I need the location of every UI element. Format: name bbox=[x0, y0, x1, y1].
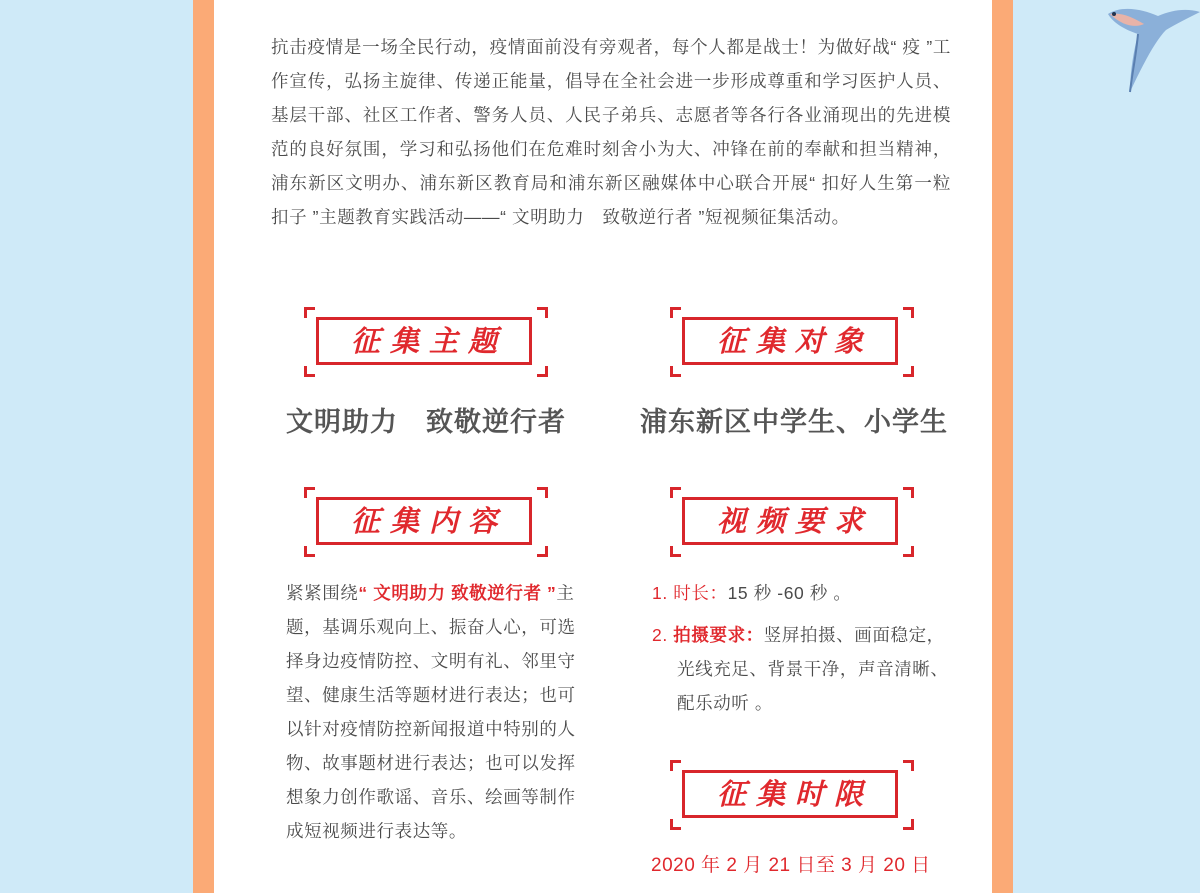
deadline-heading-stamp bbox=[670, 760, 914, 830]
video-requirement-shooting: 2. 拍摄要求：竖屏拍摄、画面稳定， 光线充足、背景干净，声音清晰、配乐动听 。 bbox=[652, 625, 949, 713]
theme-value: 文明助力 致敬逆行者 bbox=[286, 407, 566, 437]
content-heading-stamp bbox=[304, 487, 548, 557]
content-highlight: “ 文明助力 致敬逆行者 ” bbox=[358, 583, 557, 603]
video-heading: 视频要求 bbox=[716, 504, 873, 538]
video-requirement-duration: 1. 时长：15 秒 -60 秒 。 bbox=[652, 583, 852, 603]
target-heading-stamp bbox=[670, 307, 914, 377]
deadline-heading: 征集时限 bbox=[716, 777, 873, 811]
intro-paragraph: 抗击疫情是一场全民行动，疫情面前没有旁观者，每个人都是战士！为做好战“ 疫 ”工作宣传，弘扬主旋律、传递正能量，倡导在全社会进一步形成尊重和学习医护人员、基层干部、社区工作者、警务人员、人民子弟兵、志愿者等各行各业涌现出的先进模范的良好氛围，学习和弘扬他们在危难时刻舍小为大、冲锋在前的奉献和担当精神，浦东新区文明办、浦东新区教育局和浦东新区融媒体中心联合开展“ 扣好人生第一粒扣子 ”主题教育实践活动——“ 文明助力 致敬逆行者 ”短视频征集活动。 bbox=[271, 37, 951, 227]
content-heading: 征集内容 bbox=[350, 504, 507, 538]
deadline-value: 2020 年 2 月 21 日至 3 月 20 日 bbox=[651, 855, 931, 876]
swallow-bird-icon bbox=[1100, 0, 1200, 110]
target-value: 浦东新区中学生、小学生 bbox=[640, 407, 948, 437]
target-heading: 征集对象 bbox=[716, 324, 873, 358]
video-heading-stamp bbox=[670, 487, 914, 557]
theme-heading-stamp bbox=[304, 307, 548, 377]
theme-heading: 征集主题 bbox=[350, 324, 507, 358]
content-description: 紧紧围绕“ 文明助力 致敬逆行者 ”主题，基调乐观向上、振奋人心，可选择身边疫情防控、文明有礼、邻里守望、健康生活等题材进行表达；也可以针对疫情防控新闻报道中特别的人物、故事题材进行表达；也可以发挥想象力创作歌谣、音乐、绘画等制作成短视频进行表达等。 bbox=[286, 583, 576, 841]
